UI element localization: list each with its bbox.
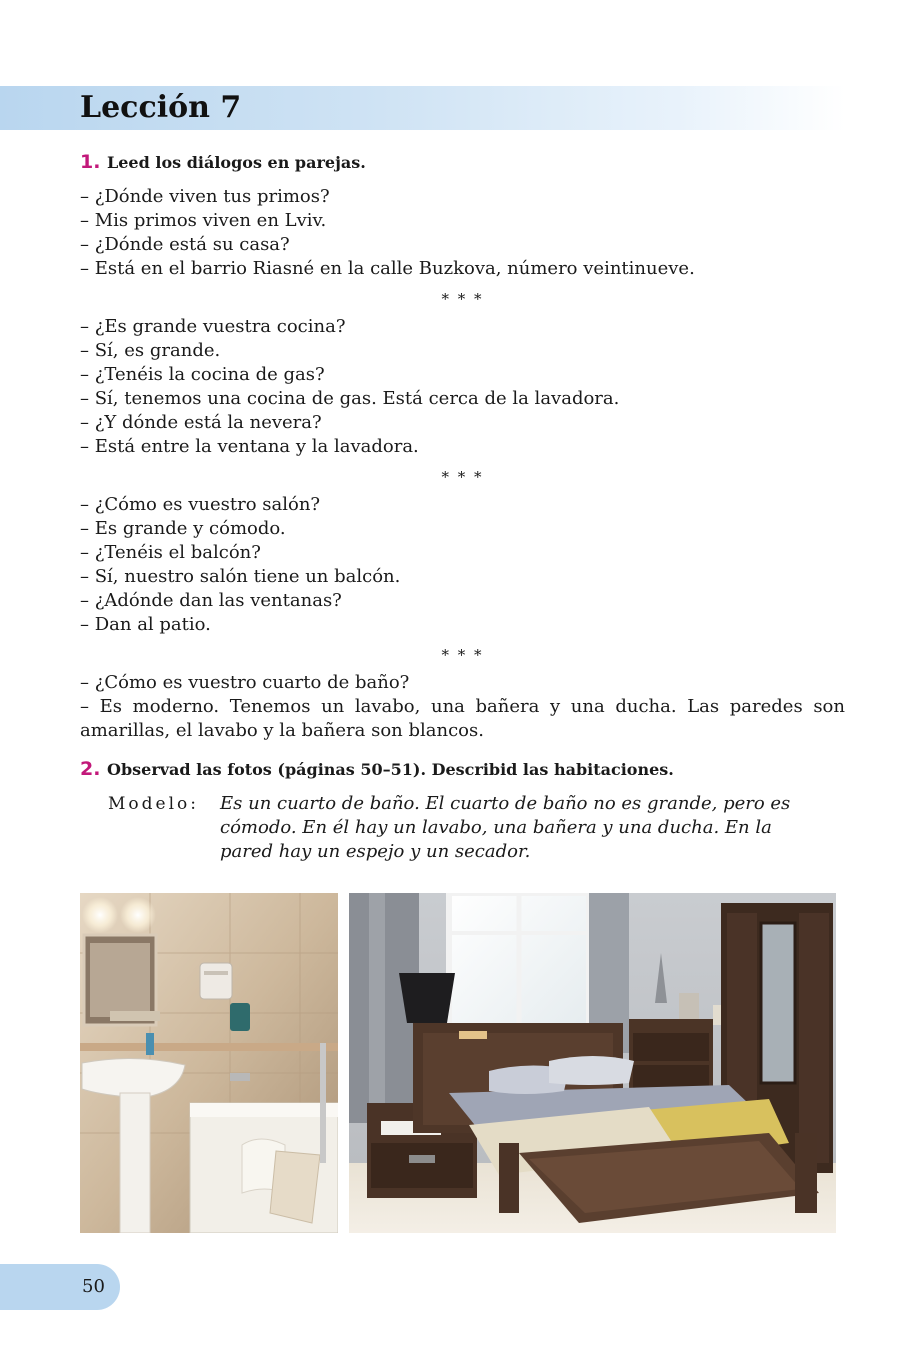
dialogue-line: – Está entre la ventana y la lavadora.	[80, 436, 419, 457]
dialogue-line: – ¿Y dónde está la nevera?	[80, 412, 322, 433]
dialogue-separator: * * *	[441, 290, 484, 308]
dialogue-line: – ¿Cómo es vuestro cuarto de baño?	[80, 672, 410, 693]
page-number: 50	[82, 1276, 105, 1297]
exercise-2-heading	[80, 757, 845, 782]
dialogue-line: – Está en el barrio Riasné en la calle Buzkova, número veintinueve.	[80, 258, 695, 279]
dialogue-line: – Es moderno. Tenemos un lavabo, una bañera y una ducha. Las paredes son amarillas, el lavabo y la bañera son blancos.	[80, 696, 845, 741]
dialogue-line: – Sí, nuestro salón tiene un balcón.	[80, 566, 401, 587]
dialogue-line: – Sí, es grande.	[80, 340, 221, 361]
dialogue-line: – ¿Dónde está su casa?	[80, 234, 290, 255]
dialogue-line: – Dan al patio.	[80, 614, 211, 635]
exercise-2-number: 2.	[80, 758, 101, 780]
model-example	[108, 792, 845, 864]
exercise-1-heading	[80, 150, 845, 175]
exercise-1-number: 1.	[80, 151, 101, 173]
bedroom-photo	[349, 893, 836, 1233]
dialogue-3	[80, 493, 845, 637]
dialogue-2	[80, 315, 845, 459]
model-text: Es un cuarto de baño. El cuarto de baño no es grande, pero es cómodo. En él hay un lavabo, una bañera y una ducha. En la pared hay un espejo y un secador.	[220, 793, 791, 862]
dialogue-line: – ¿Tenéis la cocina de gas?	[80, 364, 325, 385]
dialogue-line: – ¿Cómo es vuestro salón?	[80, 494, 321, 515]
dialogue-4	[80, 671, 845, 743]
exercise-2-instruction: Observad las fotos (páginas 50–51). Describid las habitaciones.	[107, 760, 674, 779]
dialogue-line: – Mis primos viven en Lviv.	[80, 210, 327, 231]
dialogue-line: – ¿Tenéis el balcón?	[80, 542, 261, 563]
dialogue-line: – Sí, tenemos una cocina de gas. Está cerca de la lavadora.	[80, 388, 620, 409]
bathroom-photo	[80, 893, 338, 1233]
dialogue-line: – ¿Es grande vuestra cocina?	[80, 316, 346, 337]
page-content	[80, 150, 845, 864]
dialogue-1	[80, 185, 845, 281]
dialogue-line: – ¿Dónde viven tus primos?	[80, 186, 330, 207]
dialogue-line: – Es grande y cómodo.	[80, 518, 286, 539]
dialogue-separator: * * *	[441, 646, 484, 664]
model-label: Modelo:	[108, 794, 199, 814]
dialogue-line: – ¿Adónde dan las ventanas?	[80, 590, 342, 611]
dialogue-separator: * * *	[441, 468, 484, 486]
exercise-1-instruction: Leed los diálogos en parejas.	[107, 153, 366, 172]
lesson-title: Lección 7	[80, 90, 242, 125]
